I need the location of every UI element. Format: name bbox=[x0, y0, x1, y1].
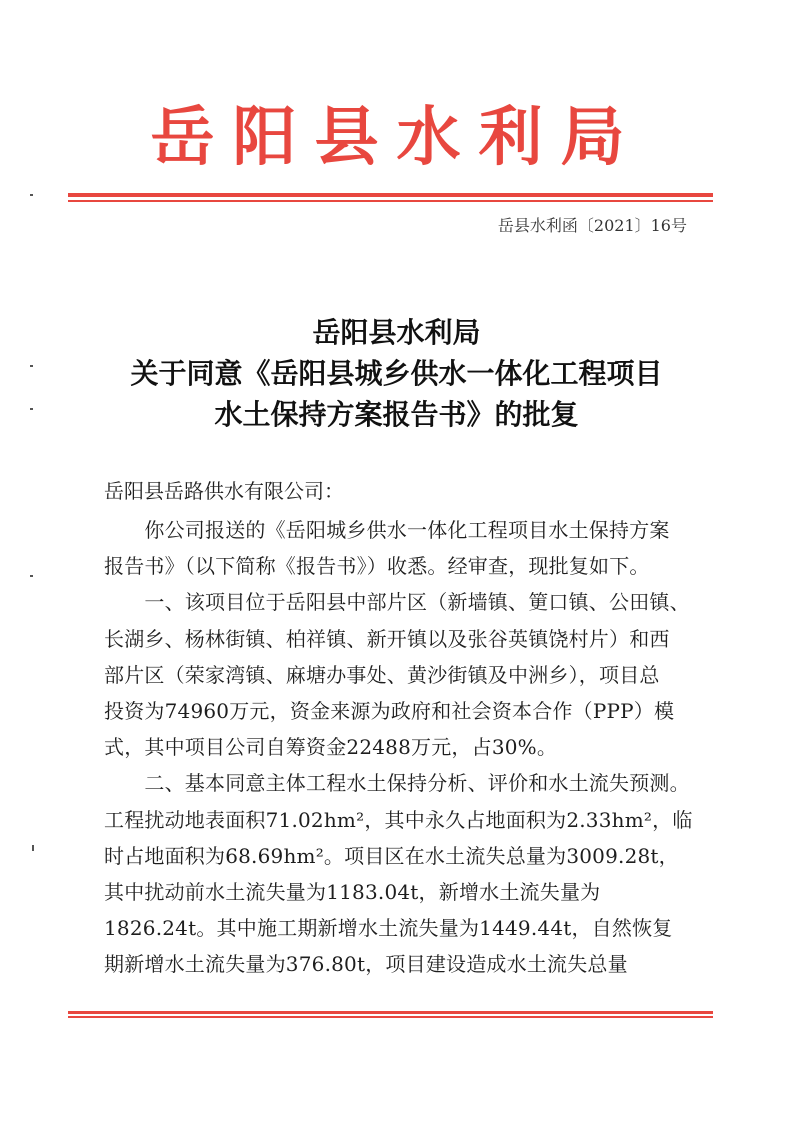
margin-binding-mark bbox=[30, 575, 33, 577]
body-line: 长湖乡、杨林街镇、柏祥镇、新开镇以及张谷英镇饶村片）和西 bbox=[104, 626, 670, 651]
margin-binding-mark bbox=[30, 408, 33, 410]
body-line: 部片区（荣家湾镇、麻塘办事处、黄沙街镇及中洲乡），项目总 bbox=[104, 662, 660, 687]
body-line: 时占地面积为68.69hm²。项目区在水土流失总量为3009.28t， bbox=[104, 843, 679, 868]
header-red-rule-thick bbox=[68, 193, 713, 197]
body-line: 报告书》（以下简称《报告书》）收悉。经审查，现批复如下。 bbox=[104, 554, 650, 579]
body-line: 其中扰动前水土流失量为1183.04t，新增水土流失量为 bbox=[104, 879, 601, 904]
margin-binding-mark bbox=[30, 365, 33, 367]
title-line-3: 水土保持方案报告书》的批复 bbox=[214, 398, 579, 431]
body-line: 投资为74960万元，资金来源为政府和社会资本合作（PPP）模 bbox=[104, 698, 675, 723]
body-line: 二、基本同意主体工程水土保持分析、评价和水土流失预测。 bbox=[104, 771, 690, 796]
footer-red-rule-thick bbox=[68, 1011, 713, 1014]
body-line: 1826.24t。其中施工期新增水土流失量为1449.44t，自然恢复 bbox=[104, 916, 673, 941]
margin-binding-mark bbox=[32, 845, 34, 851]
margin-binding-mark bbox=[30, 194, 33, 196]
document-number: 岳县水利函〔2021〕16号 bbox=[497, 216, 687, 235]
issuing-authority-header: 岳阳县水利局 bbox=[150, 101, 643, 175]
salutation: 岳阳县岳路供水有限公司： bbox=[104, 479, 344, 503]
body-line: 一、该项目位于岳阳县中部片区（新墙镇、筻口镇、公田镇、 bbox=[104, 590, 690, 615]
body-line: 式，其中项目公司自筹资金22488万元，占30%。 bbox=[104, 735, 558, 760]
header-red-rule-thin bbox=[68, 200, 713, 202]
body-line: 你公司报送的《岳阳城乡供水一体化工程项目水土保持方案 bbox=[104, 518, 670, 542]
document-title bbox=[0, 312, 793, 435]
body-line: 期新增水土流失量为376.80t，项目建设造成水土流失总量 bbox=[104, 952, 628, 977]
body-text bbox=[104, 512, 694, 982]
body-line: 工程扰动地表面积71.02hm²，其中永久占地面积为2.33hm²，临 bbox=[104, 807, 693, 832]
footer-red-rule-thin bbox=[68, 1016, 713, 1018]
title-line-2: 关于同意《岳阳县城乡供水一体化工程项目 bbox=[130, 357, 663, 390]
title-line-1: 岳阳县水利局 bbox=[312, 316, 481, 349]
